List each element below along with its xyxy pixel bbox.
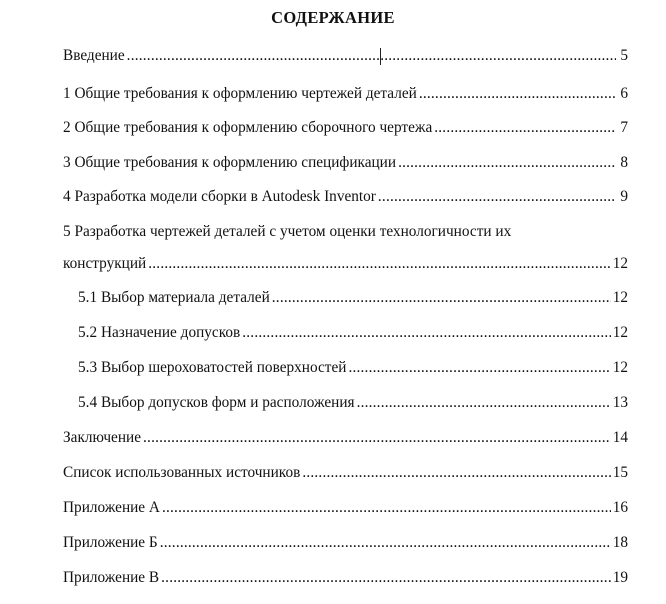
toc-entry-text: Приложение В	[63, 569, 160, 586]
toc-leader-dots	[148, 254, 610, 274]
toc-leader-dots	[419, 84, 616, 104]
toc-page-number: 18	[612, 534, 628, 551]
toc-page-number: 12	[612, 324, 628, 341]
toc-entry-section-5-2[interactable]	[78, 323, 628, 343]
toc-entry-text: Приложение А	[63, 499, 160, 516]
toc-entry-section-5-4[interactable]	[78, 393, 628, 413]
toc-leader-dots	[434, 118, 616, 138]
toc-entry-section-4[interactable]	[63, 187, 628, 207]
toc-entry-text: конструкций	[63, 255, 147, 272]
toc-leader-dots	[398, 153, 616, 173]
toc-entry-text: Заключение	[63, 429, 142, 446]
toc-entry-appendix-v[interactable]	[63, 568, 628, 588]
toc-leader-dots	[348, 358, 610, 378]
toc-page-number: 7	[620, 119, 628, 136]
toc-leader-dots	[302, 463, 610, 483]
toc-page-number: 12	[612, 359, 628, 376]
toc-page-number: 13	[612, 394, 628, 411]
toc-title: СОДЕРЖАНИЕ	[271, 8, 395, 27]
toc-page-number: 8	[620, 154, 628, 171]
toc-entry-appendix-a[interactable]	[63, 498, 628, 518]
toc-entry-appendix-b[interactable]	[63, 533, 628, 553]
toc-entry-introduction[interactable]	[63, 46, 628, 66]
toc-entry-section-2[interactable]	[63, 118, 628, 138]
toc-page-number: 5	[620, 47, 628, 64]
toc-page-number: 14	[612, 429, 628, 446]
toc-page-number: 15	[612, 464, 628, 481]
toc-leader-dots	[242, 323, 610, 343]
toc-entry-text: Список использованных источников	[63, 464, 301, 481]
toc-leader-dots	[378, 187, 616, 207]
toc-entry-text: 2 Общие требования к оформлению сборочного чертежа	[63, 119, 433, 136]
toc-entry-section-3[interactable]	[63, 153, 628, 173]
toc-page-number: 16	[612, 499, 628, 516]
toc-leader-dots	[162, 498, 611, 518]
toc-entry-text: 4 Разработка модели сборки в Autodesk Inventor	[63, 188, 376, 205]
toc-entry-references[interactable]	[63, 463, 628, 483]
toc-leader-dots	[357, 393, 611, 413]
toc-entry-text: 5.3 Выбор шероховатостей поверхностей	[78, 359, 347, 376]
toc-leader-dots	[272, 288, 611, 308]
toc-entry-text: 3 Общие требования к оформлению спецификации	[63, 154, 397, 171]
toc-entry-text: 1 Общие требования к оформлению чертежей деталей	[63, 85, 417, 102]
toc-entry-section-5-line1[interactable]: 5 Разработка чертежей деталей с учетом оценки технологичности их	[63, 223, 512, 240]
toc-entry-text: 5.4 Выбор допусков форм и расположения	[78, 394, 355, 411]
toc-entry-text: 5.1 Выбор материала деталей	[78, 289, 270, 306]
toc-page-number: 6	[620, 85, 628, 102]
toc-leader-dots	[143, 428, 611, 448]
toc-entry-text: Введение	[63, 47, 125, 64]
toc-page-number: 9	[620, 188, 628, 205]
toc-entry-section-5[interactable]	[63, 254, 628, 274]
toc-leader-dots	[127, 46, 616, 66]
toc-leader-dots	[160, 533, 611, 553]
toc-page-number: 12	[612, 255, 628, 272]
toc-entry-conclusion[interactable]	[63, 428, 628, 448]
toc-page-number: 12	[612, 289, 628, 306]
toc-page-number: 19	[612, 569, 628, 586]
toc-leader-dots	[161, 568, 611, 588]
toc-entry-text: 5.2 Назначение допусков	[78, 324, 241, 341]
toc-entry-section-1[interactable]	[63, 84, 628, 104]
toc-entry-text: Приложение Б	[63, 534, 158, 551]
toc-entry-section-5-1[interactable]	[78, 288, 628, 308]
toc-entry-section-5-3[interactable]	[78, 358, 628, 378]
